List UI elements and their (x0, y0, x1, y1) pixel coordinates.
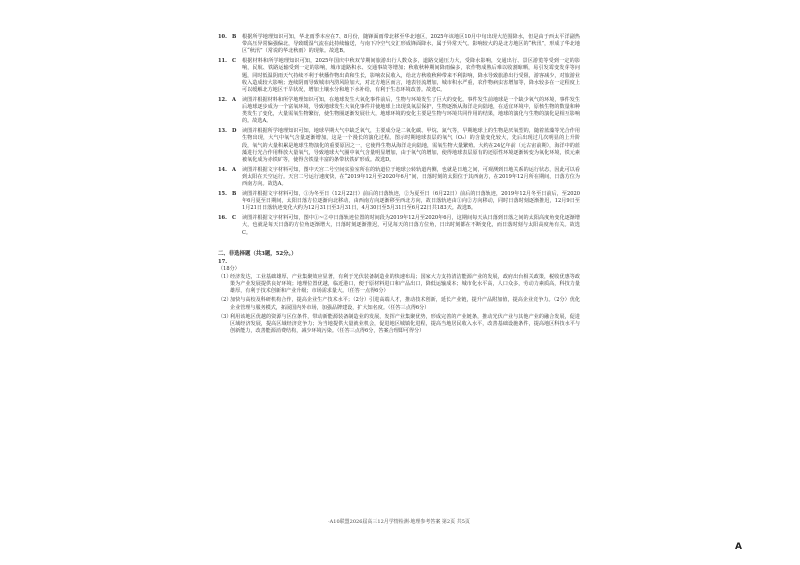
question-number: 16. (218, 215, 227, 222)
sub-answer-mark: （1） (218, 273, 232, 280)
answer-choice: A (232, 166, 236, 173)
question-number: 12. (218, 96, 227, 103)
answer-item (218, 34, 580, 56)
question-number: 13. (218, 128, 227, 135)
answer-choice: B (232, 34, 237, 40)
question-score: （18分） (218, 265, 240, 272)
question-number: 11. (218, 58, 227, 65)
answer-explanation: 根据材料和所学地理知识可知，2025年国庆中秋双节期间旅游出行人数众多，道路交通压力大，受降水影响，交通出行、景区游览等受到一定的影响，民航、铁路运输受到一定的影响，城市道路积水、交通事故等增加；秋收秋种期间降雨偏多，农作物成熟后难以收割晾晒，易引发霉变发芽等问题，同时低温阴雨天气持续不利于秋播作物出苗和生长，影响农民收入，给北方秋收秋种带来不利影响，降水导致旅游出行受阻，游客减少，对旅游业收入造成较大影响；连续阴雨导致城市内涝风险加大，对北方地区而言，地表径流增加，城市积水严重，农作物病虫害增加等，降水较多在一定程度上可以缓解北方地区干旱状况，增加土壤水分和地下水补给，有利于生态环境改善。故选C。 (242, 58, 580, 94)
sub-answer-text: 加快与高校及科研机构合作，提高企业生产技术水平；（2分）引进高端人才，推动技术创新，延长产业链，提升产品附加值，提高企业竞争力。（2分）优化企业管理与服务模式，拓展国内外市场，加强品牌建设，扩大知名度。（任答三点得6分） (230, 297, 580, 311)
sub-answer-2 (218, 297, 580, 311)
answer-choice: D (232, 128, 237, 135)
sub-answer-1 (218, 274, 580, 296)
answer-explanation: 读图并根据所学地理知识可知，地球早期大气中缺乏氧气，主要成分是二氧化碳、甲烷、氮气等，早期地球上的生物是厌氧型的，随着蓝藻等光合作用生物出现，大气中氧气含量逐渐增加，这是一个漫长的演化过程。图示时期地球表层的氧气（O₂）的含量变化较大，先后出现过几次明显的上升阶段，氧气的大量积累是地球生物演化的重要原因之一，它使得生物从海洋走向陆地，需氧生物大量繁殖。大约在24亿年前（元古宙前期），海洋中的蓝藻进行光合作用释放大量氧气，导致地球大气圈中氧气含量明显增加，由于氧气的增加，使得地球表层原有的还原性环境逐渐转变为氧化环境，铁元素被氧化成为赤铁矿等，使得含铁量丰富的条带状铁矿形成。故选D。 (242, 128, 580, 164)
page-footer: ·A10联盟2026届高三12月学情检测·地理参考答案 第2页 共5页 (328, 519, 470, 525)
answer-item (218, 167, 580, 189)
answer-explanation: 读图并根据材料和所学地理知识可知，在地球发生大氧化事件前后，生物与环境发生了巨大的变化。事件发生前地球是一个缺少氧气的环境，事件发生后地球逐步成为一个富氧环境，导致地球发生大氧化事件并使地球上出现臭氧层保护，生物逐渐从海洋走向陆地，在适宜环境中，原核生物的数量和种类发生了变化，大量需氧生物繁衍，使生物圈逐渐发展壮大，地球环境的变化主要是生物与环境共同作用的结果，地球的演化与生物的演化是相互影响的。故选A。 (242, 96, 580, 125)
answer-explanation: 读图并根据文字材料可知，①为冬至日（12月22日）前后的日落轨迹，②为夏至日（6月22日）前后的日落轨迹，2019年12月冬至日前后，至2020年6月夏至日期间，太阳日落方位逐渐向北移动，由西南方向逐渐移至西北方向，故日落轨迹由①向②方向移动，同时日落时刻逐渐推迟，12月9日至1月21日日落轨迹变化大约为12月31日至3月31日，4月30日至5月31日至6月22日共183天。故选B。 (242, 191, 580, 212)
answer-item (218, 191, 580, 213)
answer-item (218, 215, 580, 237)
answer-choice: C (232, 215, 237, 222)
question-number: 14. (218, 166, 227, 173)
question-number: 15. (218, 191, 227, 198)
sub-answer-mark: （3） (218, 313, 232, 320)
sub-answer-text: 利用该地区优越的资源与区位条件，带动新能源装备制造业的发展，发挥产业集聚优势，形成完善的产业链条，推动光伏产业与其他产业的融合发展，促进区域经济发展，提高区域经济竞争力；为当地提供大量就业机会，促进地区城镇化进程，提高当地居民收入水平，改善基础设施条件，提高地区科技水平与创新能力，改善能源消费结构，减少环境污染。（任答三点得6分，答案合理即可得分） (230, 313, 580, 335)
answer-key-page (218, 34, 580, 534)
question-17 (218, 259, 580, 336)
answer-item (218, 128, 580, 164)
answer-choice: C (232, 58, 237, 65)
sub-answer-text: 经济发达，工业基础雄厚，产业集聚效应显著，有利于光伏装备制造业的快速布局；国家大力支持清洁能源产业的发展，政府出台相关政策，税收优惠等政策为产业发展提供良好环境；地理位置优越，临近港口，便于原材料进口和产品出口，降低运输成本；城市化水平高，人口众多，劳动力素质高，科技力量雄厚，有利于技术创新和产业升级；市场需求量大。（任答一点得6分） (230, 273, 580, 295)
answer-item (218, 58, 580, 94)
answer-explanation: 读图并根据文字材料可知，图中天宫二号空间实验室所在的轨道位于地球公转轨道内侧，也就是日地之间，可观测到日地关系的运行状态，因此可以看到太阳在天空运行。天宫二号运行速度快，在“2019年12月至2020年6月”间，日落时刻的太阳位于其西南方，在2019年12月所在期间，日落方位为西南方向。故选A。 (242, 166, 580, 188)
answer-explanation: 根据所学地理知识可知，华北雨季本应在7、8月份，随锋面雨带北移至华北地区，2025年该地区10月中旬出现大范围降水，但是由于西太平洋副热带高压异常偏强偏北，导致暖湿气流在此持续输送，与南下冷空气交汇形成锋面降水，属于异常天气。影响较大的是北方地区的“秋汛”，形成了华北地区“秋汛”（常说的华北秋雨）的现象。故选B。 (242, 34, 580, 55)
corner-mark: A (735, 542, 742, 552)
section-title: 二、非选择题（共3题，52分。） (218, 250, 297, 257)
answer-explanation: 读图并根据文字材料可知，图中①~②中日落轨迹位置的时间段为2019年12月至2020年6月，这期间每天从日落到日落之间的太阳高度角变化逐渐增大，也就是每天日落的方位角逐渐增大，日落时刻逐渐推迟，可见每天的日落方位角，日出时刻都在不断变化，而日落时刻与太阳高度角有关。故选C。 (242, 215, 580, 236)
question-number: 17. (218, 258, 228, 265)
answer-item (218, 97, 580, 126)
question-number: 10. (218, 34, 227, 40)
answer-list (218, 34, 580, 237)
sub-answer-mark: （2） (218, 297, 232, 304)
sub-answer-3 (218, 314, 580, 336)
answer-choice: A (232, 96, 236, 103)
answer-choice: B (232, 191, 237, 198)
